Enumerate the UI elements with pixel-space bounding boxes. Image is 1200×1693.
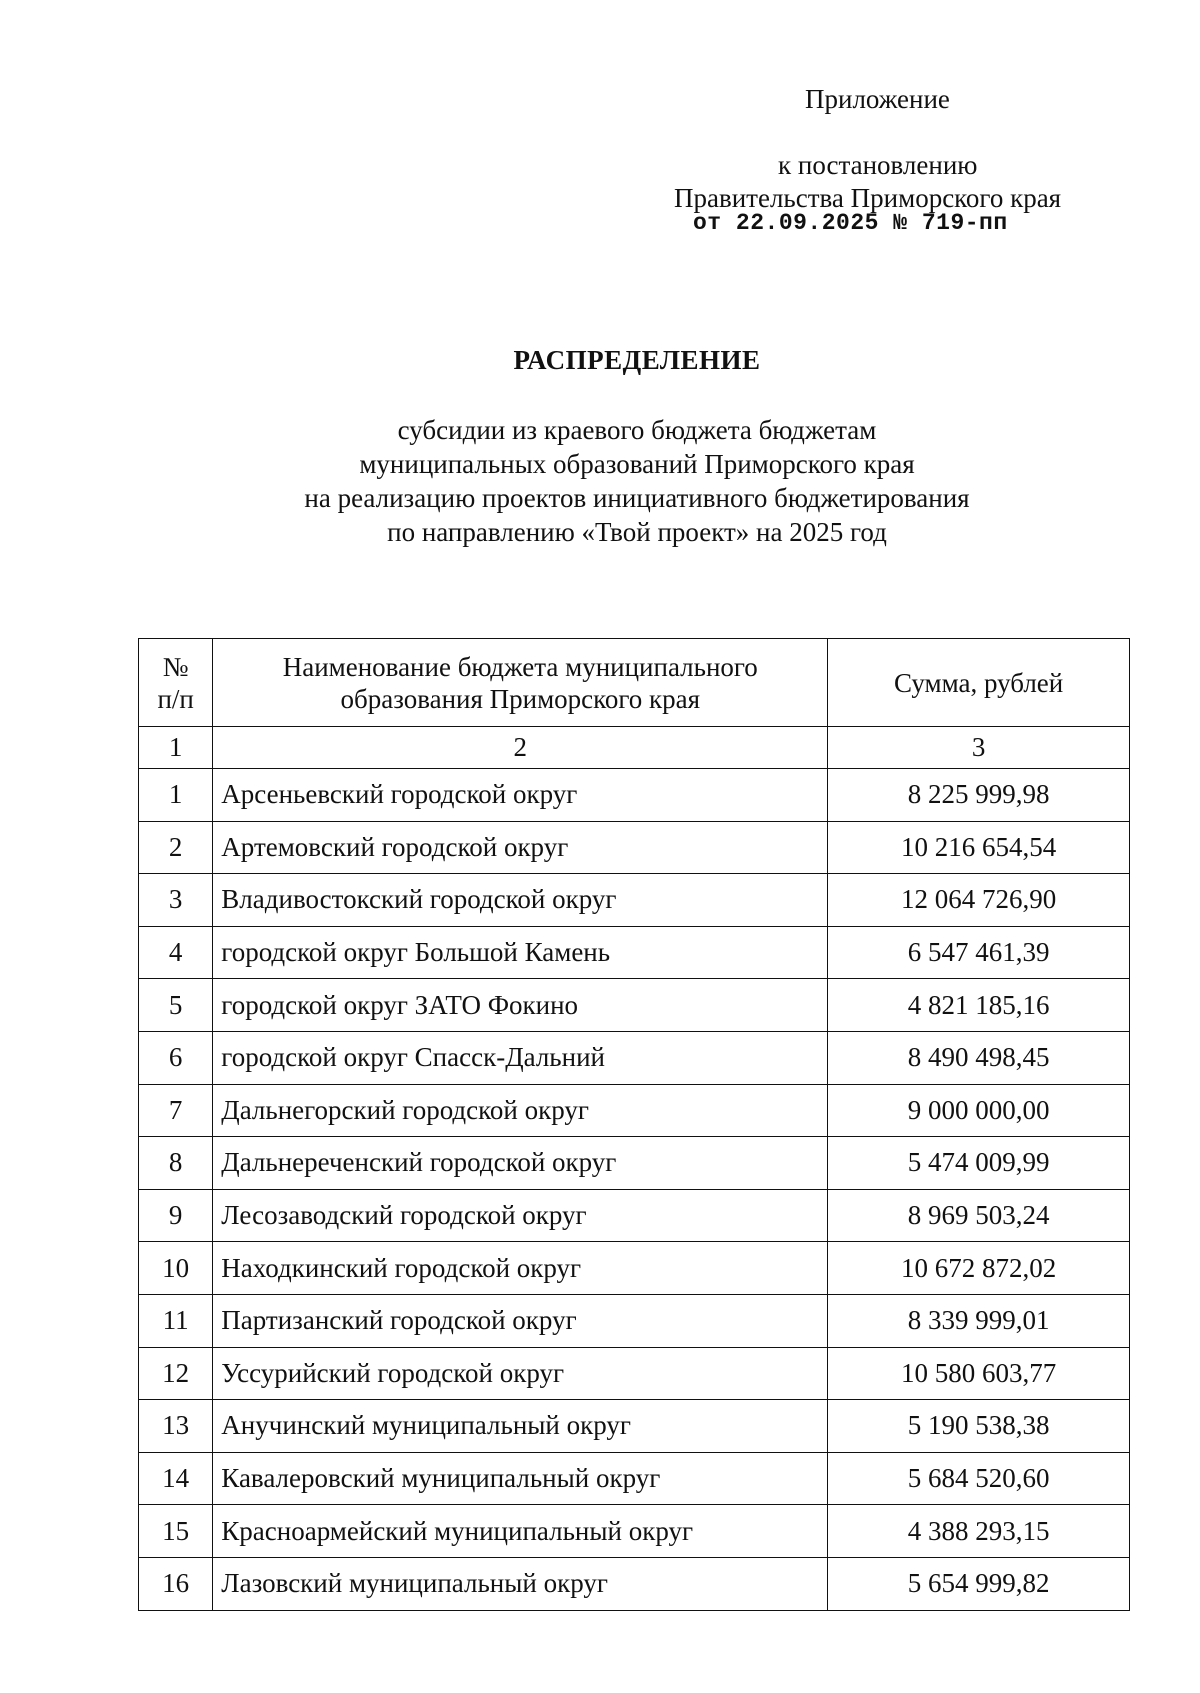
row-sum: 8 969 503,24 [828,1189,1130,1242]
row-sum: 10 216 654,54 [828,821,1130,874]
row-sum: 10 580 603,77 [828,1347,1130,1400]
table-row [139,926,1130,979]
table-row [139,1242,1130,1295]
row-sum: 9 000 000,00 [828,1084,1130,1137]
row-budget-name: Владивостокский городской округ [213,874,828,927]
row-sum: 4 821 185,16 [828,979,1130,1032]
table-column-index-row [139,727,1130,769]
header-number-line-1: № [162,651,189,682]
subtitle-line-4: по направлению «Твой проект» на 2025 год [387,517,887,547]
row-number: 2 [139,821,213,874]
table-row [139,874,1130,927]
column-index-1: 1 [139,727,213,769]
row-number: 9 [139,1189,213,1242]
document-title: РАСПРЕДЕЛЕНИЕ [513,345,761,375]
row-number: 3 [139,874,213,927]
table-row [139,1557,1130,1610]
table-row [139,1294,1130,1347]
row-number: 16 [139,1557,213,1610]
row-sum: 5 190 538,38 [828,1400,1130,1453]
table-row [139,821,1130,874]
row-sum: 12 064 726,90 [828,874,1130,927]
row-budget-name: Лазовский муниципальный округ [213,1557,828,1610]
row-budget-name: городской округ Спасск-Дальний [213,1031,828,1084]
table-row [139,979,1130,1032]
row-budget-name: Красноармейский муниципальный округ [213,1505,828,1558]
appendix-label: Приложение [805,84,950,114]
row-sum: 8 225 999,98 [828,769,1130,822]
row-budget-name: Дальнереченский городской округ [213,1137,828,1190]
row-budget-name: городской округ ЗАТО Фокино [213,979,828,1032]
resolution-reference-line-2: Правительства Приморского края [674,183,1062,213]
table-row [139,1137,1130,1190]
row-budget-name: городской округ Большой Камень [213,926,828,979]
row-number: 4 [139,926,213,979]
row-sum: 5 474 009,99 [828,1137,1130,1190]
table-row [139,769,1130,822]
resolution-reference-line-1: к постановлению [778,150,978,180]
subtitle-line-1: субсидии из краевого бюджета бюджетам [397,415,877,445]
row-number: 11 [139,1294,213,1347]
row-sum: 10 672 872,02 [828,1242,1130,1295]
row-budget-name: Анучинский муниципальный округ [213,1400,828,1453]
column-index-2: 2 [213,727,828,769]
row-budget-name: Уссурийский городской округ [213,1347,828,1400]
row-number: 12 [139,1347,213,1400]
header-number-line-2: п/п [157,683,194,714]
row-budget-name: Арсеньевский городской округ [213,769,828,822]
row-budget-name: Партизанский городской округ [213,1294,828,1347]
resolution-date-number-stamp: от 22.09.2025 № 719-пп [693,210,1008,236]
row-budget-name: Дальнегорский городской округ [213,1084,828,1137]
row-sum: 4 388 293,15 [828,1505,1130,1558]
row-budget-name: Лесозаводский городской округ [213,1189,828,1242]
table-row [139,1347,1130,1400]
row-number: 8 [139,1137,213,1190]
subsidy-distribution-table [138,638,1130,1611]
row-number: 6 [139,1031,213,1084]
table-body [139,769,1130,1611]
row-budget-name: Артемовский городской округ [213,821,828,874]
table-header-row [139,639,1130,727]
row-number: 7 [139,1084,213,1137]
header-name-line-1: Наименование бюджета муниципального [282,651,758,682]
header-name-line-2: образования Приморского края [340,683,701,714]
table-row [139,1452,1130,1505]
column-index-3: 3 [828,727,1130,769]
row-sum: 5 654 999,82 [828,1557,1130,1610]
row-number: 13 [139,1400,213,1453]
subtitle-line-2: муниципальных образований Приморского края [359,449,915,479]
row-sum: 5 684 520,60 [828,1452,1130,1505]
table-row [139,1505,1130,1558]
header-sum: Сумма, рублей [828,639,1130,727]
row-sum: 8 339 999,01 [828,1294,1130,1347]
row-sum: 6 547 461,39 [828,926,1130,979]
table-row [139,1031,1130,1084]
row-number: 5 [139,979,213,1032]
row-number: 15 [139,1505,213,1558]
header-number [139,639,213,727]
row-budget-name: Кавалеровский муниципальный округ [213,1452,828,1505]
row-number: 14 [139,1452,213,1505]
row-sum: 8 490 498,45 [828,1031,1130,1084]
row-number: 1 [139,769,213,822]
table-row [139,1084,1130,1137]
header-budget-name [213,639,828,727]
subtitle-line-3: на реализацию проектов инициативного бюджетирования [304,483,970,513]
row-budget-name: Находкинский городской округ [213,1242,828,1295]
row-number: 10 [139,1242,213,1295]
table-row [139,1400,1130,1453]
table-row [139,1189,1130,1242]
